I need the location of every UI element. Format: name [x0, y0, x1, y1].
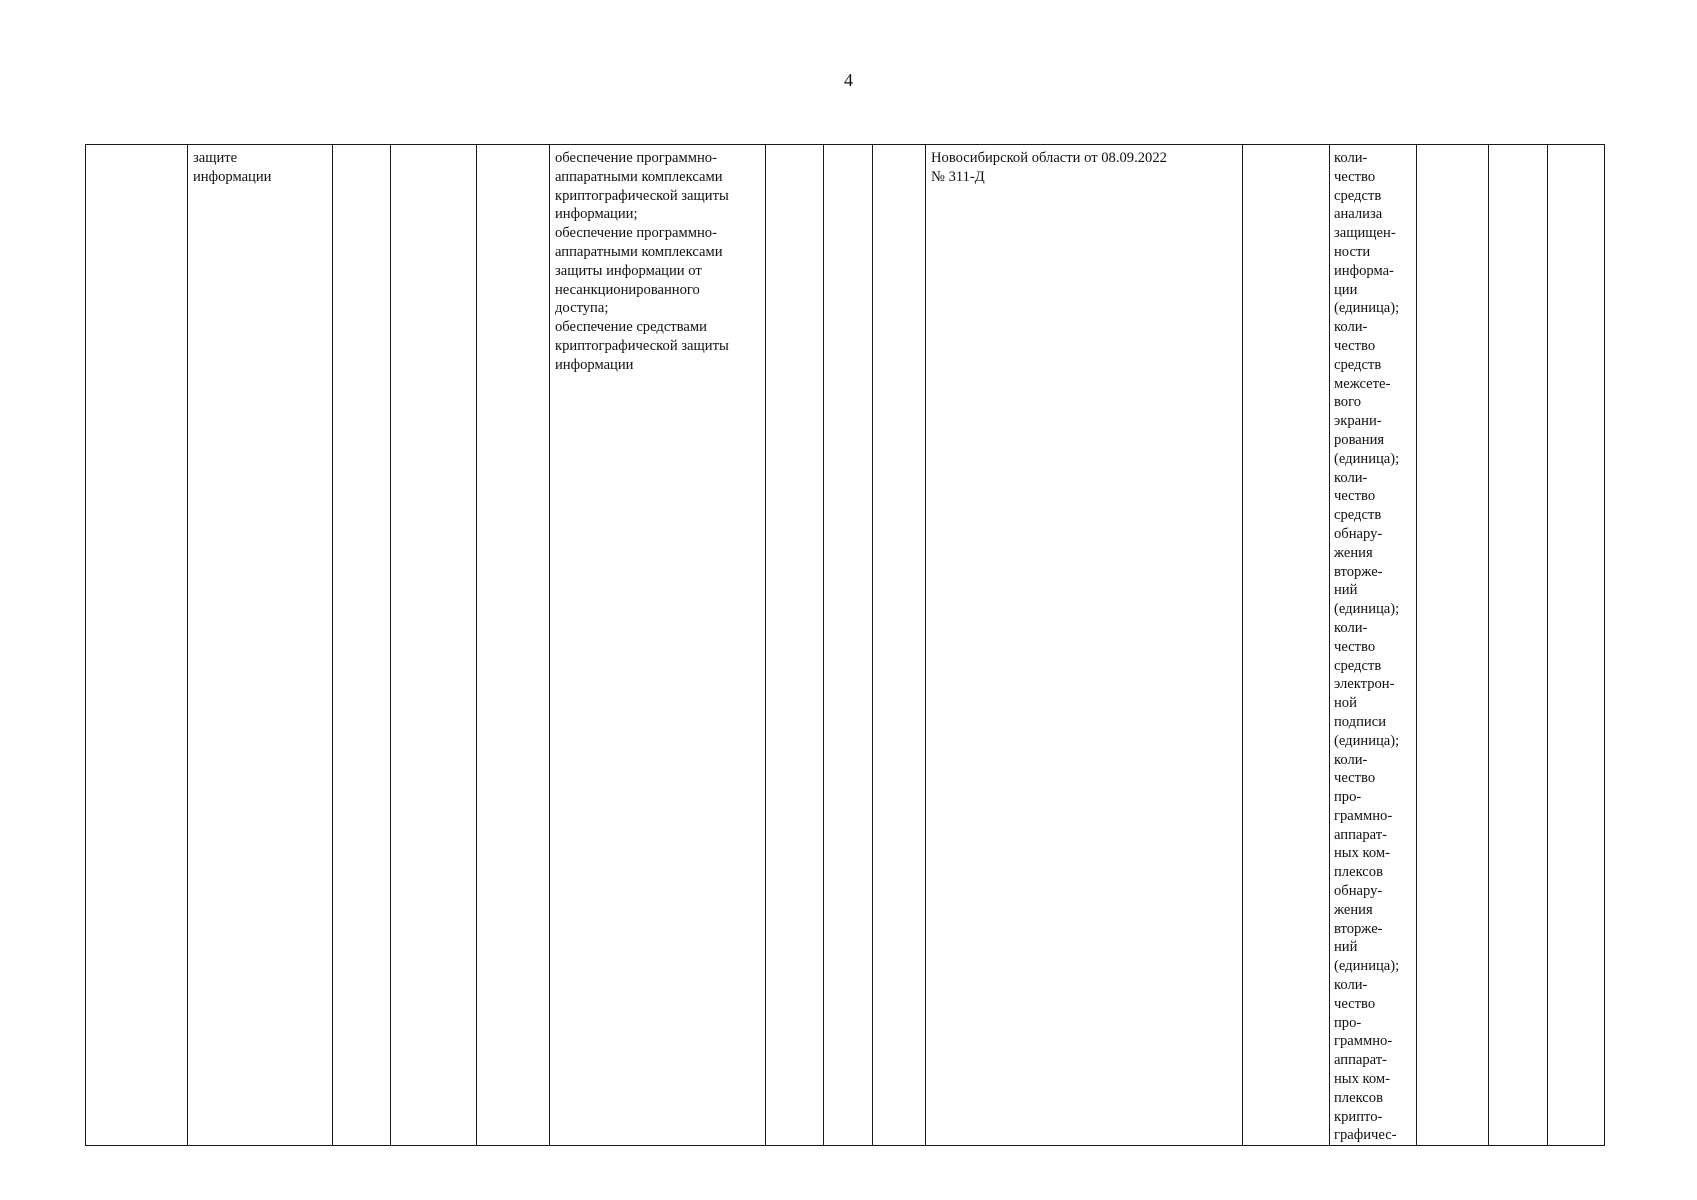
table-cell-14 [1489, 145, 1548, 1146]
table-cell-4 [391, 145, 477, 1146]
table-cell-8 [824, 145, 873, 1146]
table-row [86, 145, 1605, 1146]
table-cell-5 [477, 145, 550, 1146]
table-cell-1 [86, 145, 188, 1146]
table-cell-11 [1243, 145, 1330, 1146]
table-cell-12: коли- чество средств анализа защищен- ности информа- ции (единица); коли- чество средств межсете- вого экрани- рования (единица); коли- чество средств обнару- жения вторже- ний (единица); коли- чество средств электрон- ной подписи (единица); коли- чество про- граммно- аппарат- ных ком- плексов обнару- жения вторже- ний (единица); коли- чество про- граммно- аппарат- ных ком- плексов крипто- графичес- [1330, 145, 1417, 1146]
table-cell-7 [766, 145, 824, 1146]
table-cell-2: защите информации [188, 145, 333, 1146]
table-cell-10: Новосибирской области от 08.09.2022 № 311-Д [926, 145, 1243, 1146]
table-cell-15 [1548, 145, 1605, 1146]
page-number: 4 [844, 70, 853, 90]
table-cell-13 [1417, 145, 1489, 1146]
table-cell-6: обеспечение программно- аппаратными комплексами криптографической защиты информации; обеспечение программно- аппаратными комплексами защиты информации от несанкционированного доступа; обеспечение средствами криптографической защиты информации [550, 145, 766, 1146]
table-cell-3 [333, 145, 391, 1146]
table-cell-9 [873, 145, 926, 1146]
document-table [85, 144, 1605, 1146]
